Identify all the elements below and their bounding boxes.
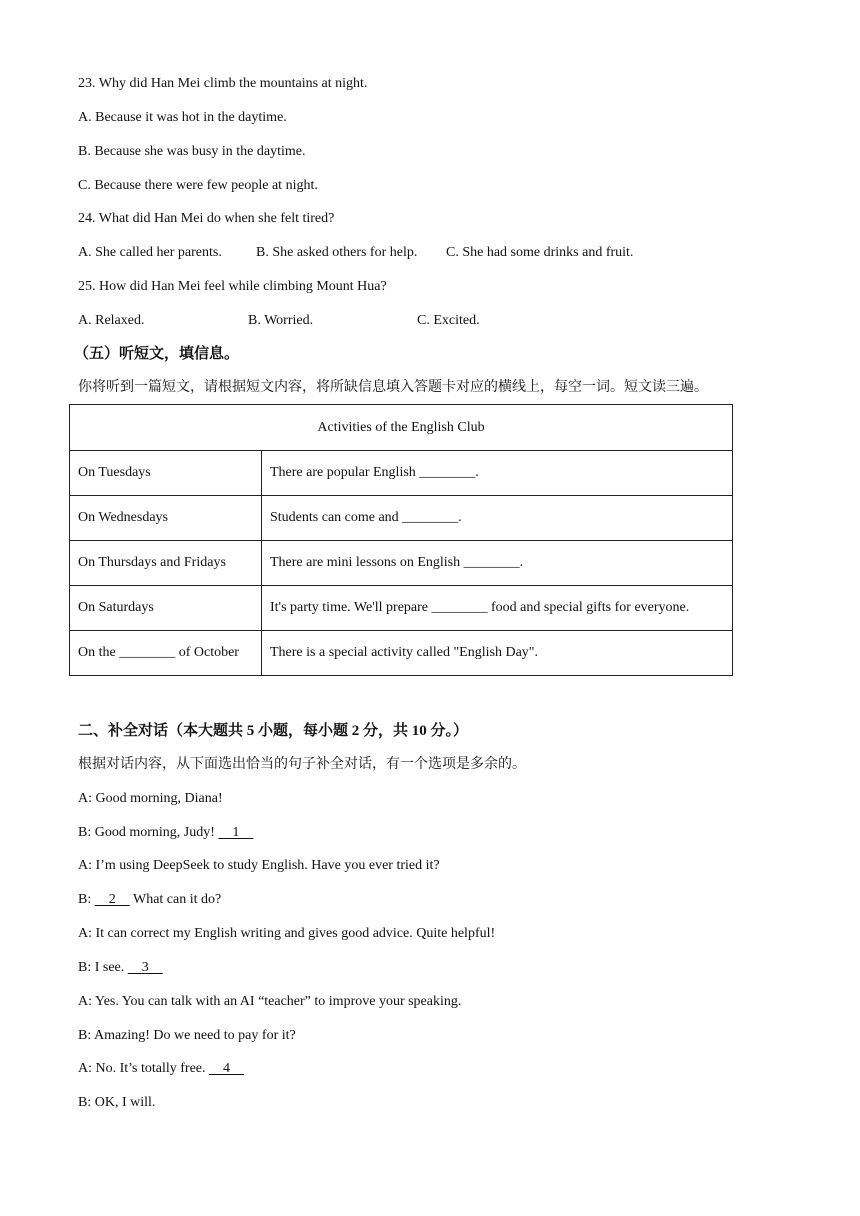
dialogue-line bbox=[78, 824, 253, 842]
dialogue-line bbox=[78, 925, 495, 943]
question-25-options bbox=[78, 312, 778, 330]
dialogue-text: B: Good morning, Judy! bbox=[78, 825, 219, 840]
table-cell-activity: Students can come and ________. bbox=[262, 496, 733, 541]
table-row bbox=[70, 631, 733, 676]
dialogue-line bbox=[78, 857, 440, 875]
table-cell-activity: It's party time. We'll prepare ________ food and special gifts for everyone. bbox=[262, 586, 733, 631]
question-24-option-c: C. She had some drinks and fruit. bbox=[446, 245, 634, 260]
question-25-option-b: B. Worried. bbox=[248, 313, 314, 328]
part-2-heading: 二、补全对话（本大题共 5 小题，每小题 2 分，共 10 分。） bbox=[78, 723, 469, 739]
table-row bbox=[70, 541, 733, 586]
answer-blank-2[interactable]: 2 bbox=[94, 892, 130, 907]
dialogue-line bbox=[78, 1094, 155, 1112]
dialogue-line bbox=[78, 1027, 296, 1045]
dialogue-text: B: Amazing! Do we need to pay for it? bbox=[78, 1028, 296, 1043]
dialogue-line bbox=[78, 891, 221, 909]
question-25-option-a: A. Relaxed. bbox=[78, 313, 145, 328]
answer-blank-3[interactable]: 3 bbox=[127, 960, 163, 975]
table-cell-day: On Saturdays bbox=[70, 586, 262, 631]
section-5-heading: （五）听短文，填信息。 bbox=[74, 346, 240, 362]
question-25-option-c: C. Excited. bbox=[417, 313, 480, 328]
question-23-option-c: C. Because there were few people at night. bbox=[78, 178, 318, 193]
dialogue-text: B: OK, I will. bbox=[78, 1095, 156, 1110]
table-title: Activities of the English Club bbox=[70, 405, 733, 451]
table-cell-activity: There are popular English ________. bbox=[262, 451, 733, 496]
question-24-option-a: A. She called her parents. bbox=[78, 245, 222, 260]
activities-table bbox=[69, 404, 733, 676]
answer-blank-1[interactable]: 1 bbox=[218, 825, 254, 840]
dialogue-text: A: I’m using DeepSeek to study English. Have you ever tried it? bbox=[78, 858, 440, 873]
table-row bbox=[70, 586, 733, 631]
question-23-option-a: A. Because it was hot in the daytime. bbox=[78, 110, 287, 125]
dialogue-text: A: It can correct my English writing and gives good advice. Quite helpful! bbox=[78, 926, 496, 941]
dialogue-text: A: Good morning, Diana! bbox=[78, 791, 223, 806]
table-cell-day: On the ________ of October bbox=[70, 631, 262, 676]
question-23-stem: 23. Why did Han Mei climb the mountains at night. bbox=[78, 76, 368, 91]
answer-blank-4[interactable]: 4 bbox=[209, 1061, 245, 1076]
table-cell-day: On Tuesdays bbox=[70, 451, 262, 496]
table-title-row bbox=[70, 405, 733, 451]
dialogue-line bbox=[78, 993, 461, 1011]
question-24-option-b: B. She asked others for help. bbox=[256, 245, 418, 260]
table-row bbox=[70, 496, 733, 541]
question-25-stem: 25. How did Han Mei feel while climbing Mount Hua? bbox=[78, 279, 387, 294]
dialogue-line bbox=[78, 959, 163, 977]
table-cell-activity: There is a special activity called "English Day". bbox=[262, 631, 733, 676]
question-24-stem: 24. What did Han Mei do when she felt tired? bbox=[78, 211, 335, 226]
dialogue-text: A: No. It’s totally free. bbox=[78, 1061, 210, 1076]
section-5-instruction: 你将听到一篇短文，请根据短文内容，将所缺信息填入答题卡对应的横线上，每空一词。短文读三遍。 bbox=[78, 380, 708, 395]
part-2-instruction: 根据对话内容，从下面选出恰当的句子补全对话，有一个选项是多余的。 bbox=[78, 757, 526, 772]
dialogue-line bbox=[78, 1060, 244, 1078]
dialogue-text: B: I see. bbox=[78, 960, 128, 975]
question-23-option-b: B. Because she was busy in the daytime. bbox=[78, 144, 306, 159]
table-row bbox=[70, 451, 733, 496]
table-cell-activity: There are mini lessons on English ________. bbox=[262, 541, 733, 586]
question-24-options bbox=[78, 244, 778, 262]
table-cell-day: On Thursdays and Fridays bbox=[70, 541, 262, 586]
dialogue-line bbox=[78, 790, 223, 808]
dialogue-text: What can it do? bbox=[129, 892, 222, 907]
dialogue-text: B: bbox=[78, 892, 95, 907]
dialogue-text: A: Yes. You can talk with an AI “teacher” to improve your speaking. bbox=[78, 994, 462, 1009]
table-cell-day: On Wednesdays bbox=[70, 496, 262, 541]
